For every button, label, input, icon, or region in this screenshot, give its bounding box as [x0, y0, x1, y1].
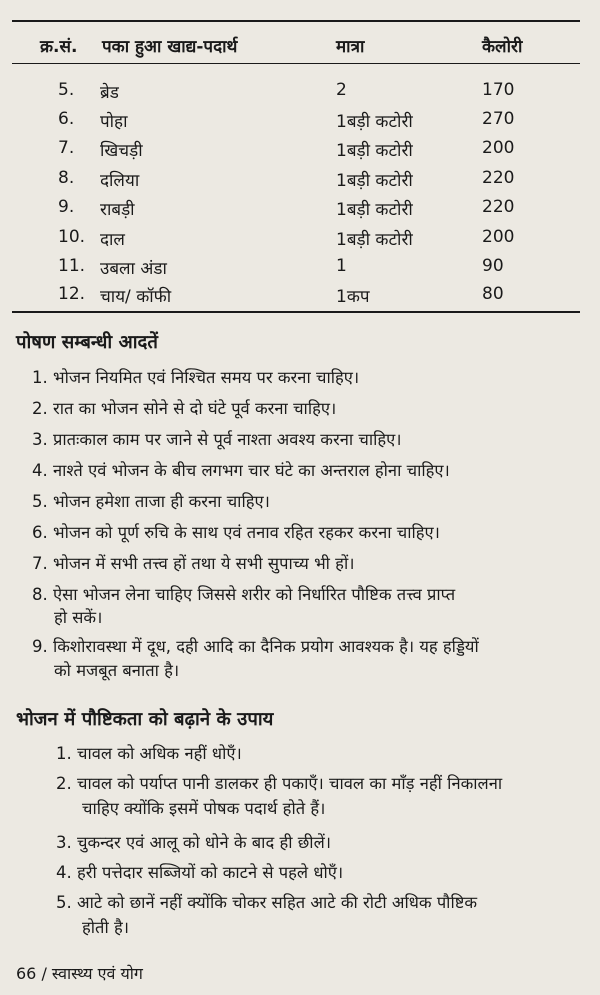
- row-food: पोहा: [100, 112, 128, 132]
- row-quantity: 1बड़ी कटोरी: [336, 171, 413, 191]
- row-serial: 6.: [58, 109, 75, 129]
- row-food: ब्रेड: [100, 83, 119, 103]
- list-item: 7. भोजन में सभी तत्त्व हों तथा ये सभी सुपाच्य भी हों।: [32, 554, 355, 573]
- list-item-continuation: को मजबूत बनाता है।: [54, 661, 180, 680]
- table-row: [0, 168, 600, 200]
- list-item: 3. चुकन्दर एवं आलू को धोने के बाद ही छीलें।: [56, 833, 332, 852]
- row-food: चाय/ कॉफी: [100, 287, 172, 307]
- section-title-nutrition: भोजन में पौष्टिकता को बढ़ाने के उपाय: [16, 709, 274, 730]
- row-calories: 200: [482, 138, 515, 158]
- row-food: दाल: [100, 230, 125, 250]
- row-calories: 220: [482, 168, 515, 188]
- list-item-continuation: चाहिए क्योंकि इसमें पोषक पदार्थ होते हैं।: [82, 799, 326, 818]
- list-item: 5. आटे को छानें नहीं क्योंकि चोकर सहित आटे की रोटी अधिक पौष्टिक: [56, 893, 478, 912]
- row-calories: 170: [482, 80, 515, 100]
- row-quantity: 1: [336, 256, 347, 276]
- table-header-rule: [12, 63, 580, 64]
- list-item: 8. ऐसा भोजन लेना चाहिए जिससे शरीर को निर्धारित पौष्टिक तत्त्व प्राप्त: [32, 585, 456, 604]
- list-item: 2. रात का भोजन सोने से दो घंटे पूर्व करना चाहिए।: [32, 399, 337, 418]
- row-serial: 9.: [58, 197, 75, 217]
- row-serial: 12.: [58, 284, 86, 304]
- list-item-continuation: हो सकें।: [54, 608, 103, 627]
- list-item: 5. भोजन हमेशा ताजा ही करना चाहिए।: [32, 492, 270, 511]
- row-calories: 270: [482, 109, 515, 129]
- row-calories: 80: [482, 284, 504, 304]
- list-item: 1. भोजन नियमित एवं निश्चित समय पर करना चाहिए।: [32, 368, 360, 387]
- row-serial: 5.: [58, 80, 75, 100]
- row-serial: 7.: [58, 138, 75, 158]
- row-quantity: 1बड़ी कटोरी: [336, 112, 413, 132]
- row-serial: 10.: [58, 227, 86, 247]
- list-item: 4. नाश्ते एवं भोजन के बीच लगभग चार घंटे का अन्तराल होना चाहिए।: [32, 461, 450, 480]
- list-item: 3. प्रातःकाल काम पर जाने से पूर्व नाश्ता अवश्य करना चाहिए।: [32, 430, 402, 449]
- table-row: [0, 197, 600, 229]
- row-food: खिचड़ी: [100, 141, 143, 161]
- row-calories: 220: [482, 197, 515, 217]
- table-bottom-rule: [12, 311, 580, 313]
- header-calories: कैलोरी: [482, 37, 523, 57]
- table-row: [0, 227, 600, 259]
- row-calories: 200: [482, 227, 515, 247]
- row-quantity: 1बड़ी कटोरी: [336, 141, 413, 161]
- table-row: [0, 80, 600, 112]
- row-quantity: 1कप: [336, 287, 370, 307]
- row-quantity: 2: [336, 80, 347, 100]
- header-food: पका हुआ खाद्य-पदार्थ: [102, 37, 238, 57]
- section-title-habits: पोषण सम्बन्धी आदतें: [16, 332, 158, 353]
- table-row: [0, 109, 600, 141]
- row-quantity: 1बड़ी कटोरी: [336, 230, 413, 250]
- page-footer: 66 / स्वास्थ्य एवं योग: [16, 964, 143, 983]
- row-serial: 8.: [58, 168, 75, 188]
- row-calories: 90: [482, 256, 504, 276]
- row-food: दलिया: [100, 171, 140, 191]
- header-quantity: मात्रा: [336, 37, 365, 57]
- row-quantity: 1बड़ी कटोरी: [336, 200, 413, 220]
- table-row: [0, 138, 600, 170]
- list-item: 4. हरी पत्तेदार सब्जियों को काटने से पहले धोएँ।: [56, 863, 344, 882]
- header-serial: क्र.सं.: [40, 37, 78, 57]
- row-food: उबला अंडा: [100, 259, 167, 279]
- list-item: 1. चावल को अधिक नहीं धोएँ।: [56, 744, 242, 763]
- row-serial: 11.: [58, 256, 86, 276]
- list-item-continuation: होती है।: [82, 918, 129, 937]
- list-item: 9. किशोरावस्था में दूध, दही आदि का दैनिक प्रयोग आवश्यक है। यह हड्डियों: [32, 637, 479, 656]
- list-item: 6. भोजन को पूर्ण रुचि के साथ एवं तनाव रहित रहकर करना चाहिए।: [32, 523, 440, 542]
- list-item: 2. चावल को पर्याप्त पानी डालकर ही पकाएँ। चावल का माँड़ नहीं निकालना: [56, 774, 503, 793]
- table-top-rule: [12, 20, 580, 22]
- row-food: राबड़ी: [100, 200, 135, 220]
